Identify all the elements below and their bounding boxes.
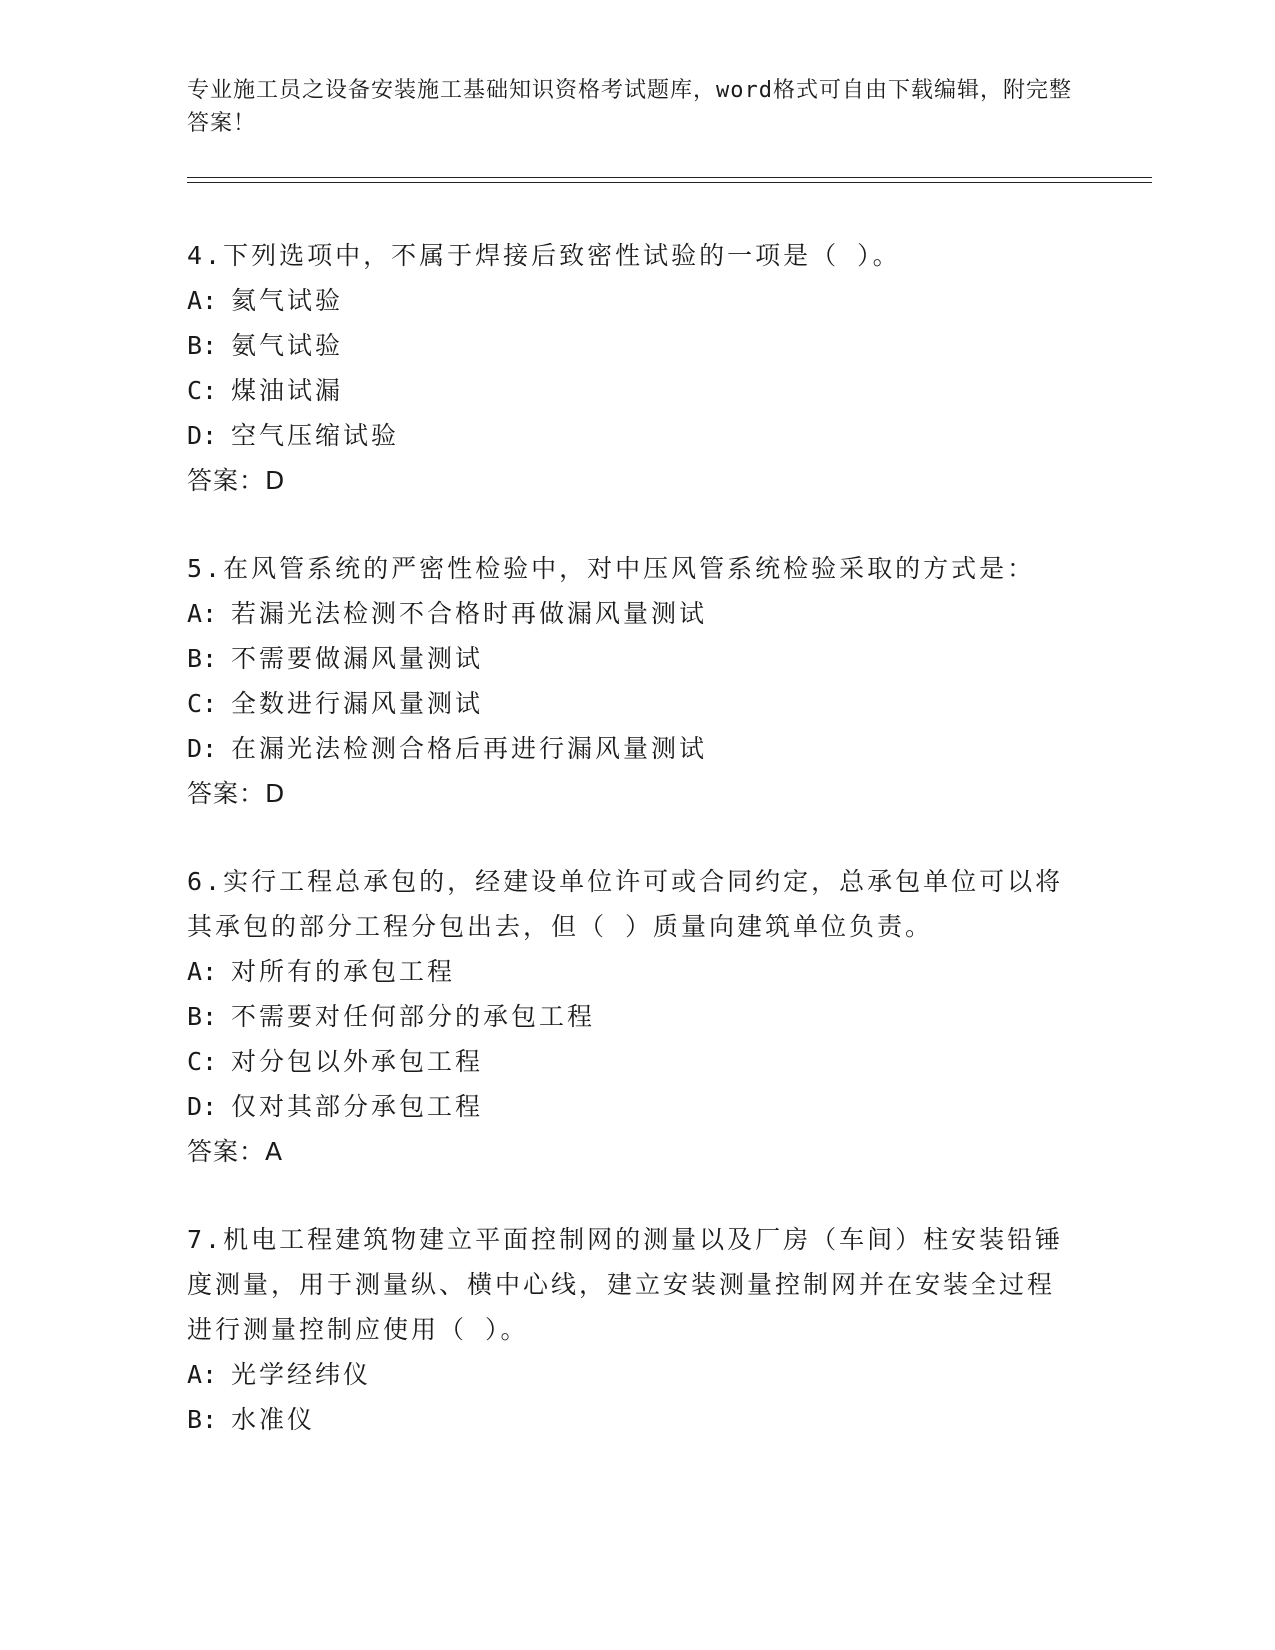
- option-letter: C:: [187, 376, 218, 405]
- option-letter: D:: [187, 734, 218, 763]
- option-c: [187, 1039, 1067, 1084]
- option-d: [187, 1084, 1067, 1129]
- option-text: 全数进行漏风量测试: [231, 689, 484, 718]
- question-stem: 7.机电工程建筑物建立平面控制网的测量以及厂房（车间）柱安装铅锤度测量，用于测量纵、横中心线，建立安装测量控制网并在安装全过程进行测量控制应使用（ ）。: [187, 1225, 1064, 1344]
- option-text: 不需要做漏风量测试: [231, 644, 484, 673]
- option-text: 对分包以外承包工程: [231, 1047, 484, 1076]
- question-6: [187, 859, 1067, 1174]
- option-d: [187, 726, 1067, 771]
- question-stem: 4.下列选项中，不属于焊接后致密性试验的一项是（ ）。: [187, 241, 901, 270]
- option-text: 水准仪: [231, 1405, 316, 1434]
- option-letter: A:: [187, 286, 218, 315]
- question-4: [187, 233, 1067, 503]
- option-text: 对所有的承包工程: [231, 957, 456, 986]
- option-letter: A:: [187, 599, 218, 628]
- option-text: 若漏光法检测不合格时再做漏风量测试: [231, 599, 708, 628]
- option-text: 光学经纬仪: [231, 1360, 372, 1389]
- option-text: 在漏光法检测合格后再进行漏风量测试: [231, 734, 708, 763]
- option-b: [187, 994, 1067, 1039]
- question-5: [187, 546, 1067, 816]
- question-stem: 5.在风管系统的严密性检验中，对中压风管系统检验采取的方式是：: [187, 554, 1036, 583]
- question-7: [187, 1217, 1067, 1442]
- option-letter: A:: [187, 957, 218, 986]
- option-letter: B:: [187, 1002, 218, 1031]
- option-d: [187, 413, 1067, 458]
- option-letter: D:: [187, 1092, 218, 1121]
- option-letter: C:: [187, 1047, 218, 1076]
- option-text: 氦气试验: [231, 286, 344, 315]
- option-b: [187, 636, 1067, 681]
- option-text: 空气压缩试验: [231, 421, 400, 450]
- document-header: 专业施工员之设备安装施工基础知识资格考试题库，word格式可自由下载编辑，附完整答案！: [187, 78, 1072, 136]
- question-stem: 6.实行工程总承包的，经建设单位许可或合同约定，总承包单位可以将其承包的部分工程分包出去，但（ ）质量向建筑单位负责。: [187, 867, 1064, 941]
- option-text: 氨气试验: [231, 331, 344, 360]
- option-a: [187, 278, 1067, 323]
- option-letter: C:: [187, 689, 218, 718]
- option-c: [187, 681, 1067, 726]
- option-b: [187, 1397, 1067, 1442]
- option-letter: B:: [187, 1405, 218, 1434]
- option-letter: B:: [187, 644, 218, 673]
- option-a: [187, 591, 1067, 636]
- option-b: [187, 323, 1067, 368]
- header-divider-bottom: [187, 182, 1152, 183]
- option-text: 煤油试漏: [231, 376, 344, 405]
- option-text: 仅对其部分承包工程: [231, 1092, 484, 1121]
- answer-line: 答案：D: [187, 779, 286, 808]
- option-letter: D:: [187, 421, 218, 450]
- header-divider-top: [187, 177, 1152, 178]
- answer-line: 答案：A: [187, 1137, 284, 1166]
- option-a: [187, 949, 1067, 994]
- question-list: [187, 233, 1067, 1485]
- option-c: [187, 368, 1067, 413]
- option-letter: A:: [187, 1360, 218, 1389]
- option-text: 不需要对任何部分的承包工程: [231, 1002, 596, 1031]
- answer-line: 答案：D: [187, 466, 286, 495]
- option-a: [187, 1352, 1067, 1397]
- option-letter: B:: [187, 331, 218, 360]
